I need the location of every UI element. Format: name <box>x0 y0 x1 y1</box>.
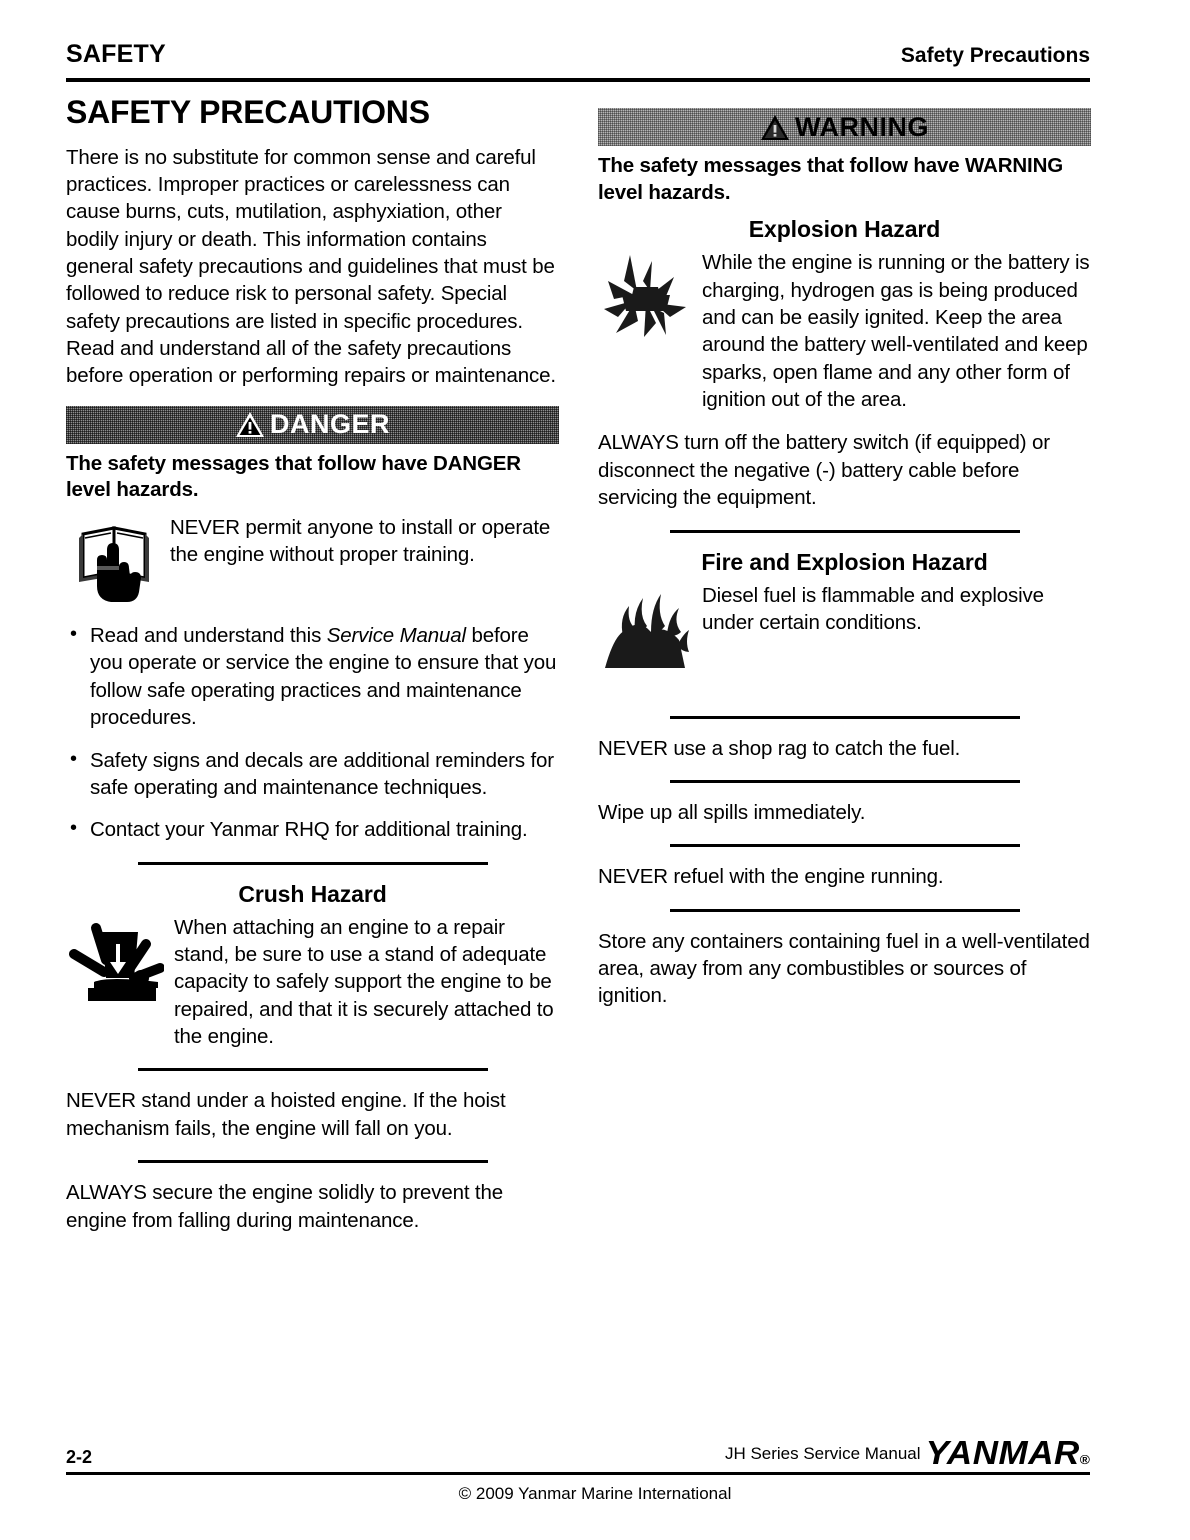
page-title: SAFETY PRECAUTIONS <box>66 94 430 130</box>
explosion-hazard-title: Explosion Hazard <box>748 216 941 243</box>
warning-signal-word: WARNING <box>795 111 929 142</box>
bullet-text-before: Read and understand this <box>90 624 327 648</box>
section-separator <box>670 780 1020 783</box>
running-head-rule <box>66 78 1090 82</box>
danger-first-message <box>66 514 559 608</box>
section-separator <box>138 862 488 865</box>
list-item <box>66 622 559 731</box>
fire-hazard-text: Diesel fuel is flammable and explosive under certain conditions. <box>702 583 1044 634</box>
battery-statement: ALWAYS turn off the battery switch (if equipped) or disconnect the negative (-) battery cable before servicing the equipment. <box>598 431 1050 510</box>
section-separator <box>670 909 1020 912</box>
danger-lead-text: The safety messages that follow have DANGER level hazards. <box>66 451 521 502</box>
bullet-italic: Service Manual <box>326 624 466 648</box>
danger-first-message-text: NEVER permit anyone to install or operate the engine without proper training. <box>170 516 551 567</box>
yanmar-logo <box>925 1434 1090 1471</box>
warning-banner <box>598 108 1091 146</box>
running-head-chapter: SAFETY <box>66 40 166 68</box>
yanmar-logo-text: YANMAR <box>925 1434 1080 1471</box>
footer-right-group <box>724 1434 1090 1471</box>
manual-name: JH Series Service Manual <box>724 1444 921 1464</box>
safety-bullet-list <box>66 622 559 844</box>
bullet-text-before: Safety signs and decals are additional reminders for safe operating and maintenance techniques. <box>90 748 554 799</box>
bullet-text-after: before you operate or service the engine to ensure that you follow safe operating practices and maintenance procedures. <box>90 624 557 730</box>
section-separator <box>670 530 1020 533</box>
footer-rule <box>66 1472 1090 1475</box>
registered-mark-icon: ® <box>1079 1452 1090 1467</box>
refuel-statement: NEVER refuel with the engine running. <box>598 865 944 889</box>
running-head-section: Safety Precautions <box>900 44 1090 67</box>
crush-hazard-text: When attaching an engine to a repair stand, be sure to use a stand of adequate capacity to safely support the engine to be repaired, and that it is securely attached to the engine. <box>174 915 554 1049</box>
page-number: 2-2 <box>66 1447 93 1468</box>
crush-hazard-block <box>66 914 559 1051</box>
intro-paragraph: There is no substitute for common sense and careful practices. Improper practices or carelessness can cause burns, cuts, mutilation, asphyxiation, other bodily injury or death. This information contains general safety precautions and guidelines that must be followed to reduce risk to personal safety. Special safety precautions are listed in specific procedures. Read and understand all of the safety precautions before operation or performing repairs or maintenance. <box>66 145 556 388</box>
running-head <box>66 40 1090 69</box>
section-separator <box>670 716 1020 719</box>
section-separator <box>138 1068 488 1071</box>
danger-signal-group <box>235 411 390 438</box>
section-separator <box>138 1160 488 1163</box>
explosion-hazard-block <box>598 249 1091 413</box>
warning-signal-group <box>760 111 929 142</box>
fire-hazard-block <box>598 582 1091 672</box>
flame-icon <box>598 582 694 672</box>
explosion-hazard-text: While the engine is running or the battery is charging, hydrogen gas is being produced and can be easily ignited. Keep the area around the battery well-ventilated and keep sparks, open flame and any other form of ignition out of the area. <box>702 251 1090 412</box>
section-separator <box>670 844 1020 847</box>
danger-banner <box>66 406 559 444</box>
read-manual-hand-icon <box>66 514 162 608</box>
warning-triangle-icon <box>235 411 265 438</box>
copyright-notice: © 2009 Yanmar Marine International <box>458 1484 732 1503</box>
crush-hazard-title: Crush Hazard <box>238 880 387 907</box>
footer <box>66 1434 1090 1471</box>
shop-rag-statement: NEVER use a shop rag to catch the fuel. <box>598 736 961 760</box>
list-item <box>66 747 559 802</box>
list-item <box>66 816 559 843</box>
right-column <box>598 96 1091 1010</box>
warning-triangle-icon <box>760 114 790 141</box>
warning-lead-text: The safety messages that follow have WARNING level hazards. <box>598 154 1064 204</box>
fire-hazard-title: Fire and Explosion Hazard <box>701 548 988 575</box>
explosion-burst-icon <box>598 249 694 341</box>
hoist-statement: NEVER stand under a hoisted engine. If the hoist mechanism fails, the engine will fall on you. <box>66 1089 506 1140</box>
left-column <box>66 96 559 1234</box>
crush-hazard-icon <box>66 914 166 1002</box>
storage-statement: Store any containers containing fuel in a well-ventilated area, away from any combustibles or sources of ignition. <box>598 929 1090 1008</box>
spills-statement: Wipe up all spills immediately. <box>598 800 866 824</box>
secure-engine-statement: ALWAYS secure the engine solidly to prevent the engine from falling during maintenance. <box>66 1181 503 1232</box>
bullet-text-before: Contact your Yanmar RHQ for additional training. <box>90 818 528 842</box>
danger-signal-word: DANGER <box>269 409 390 440</box>
